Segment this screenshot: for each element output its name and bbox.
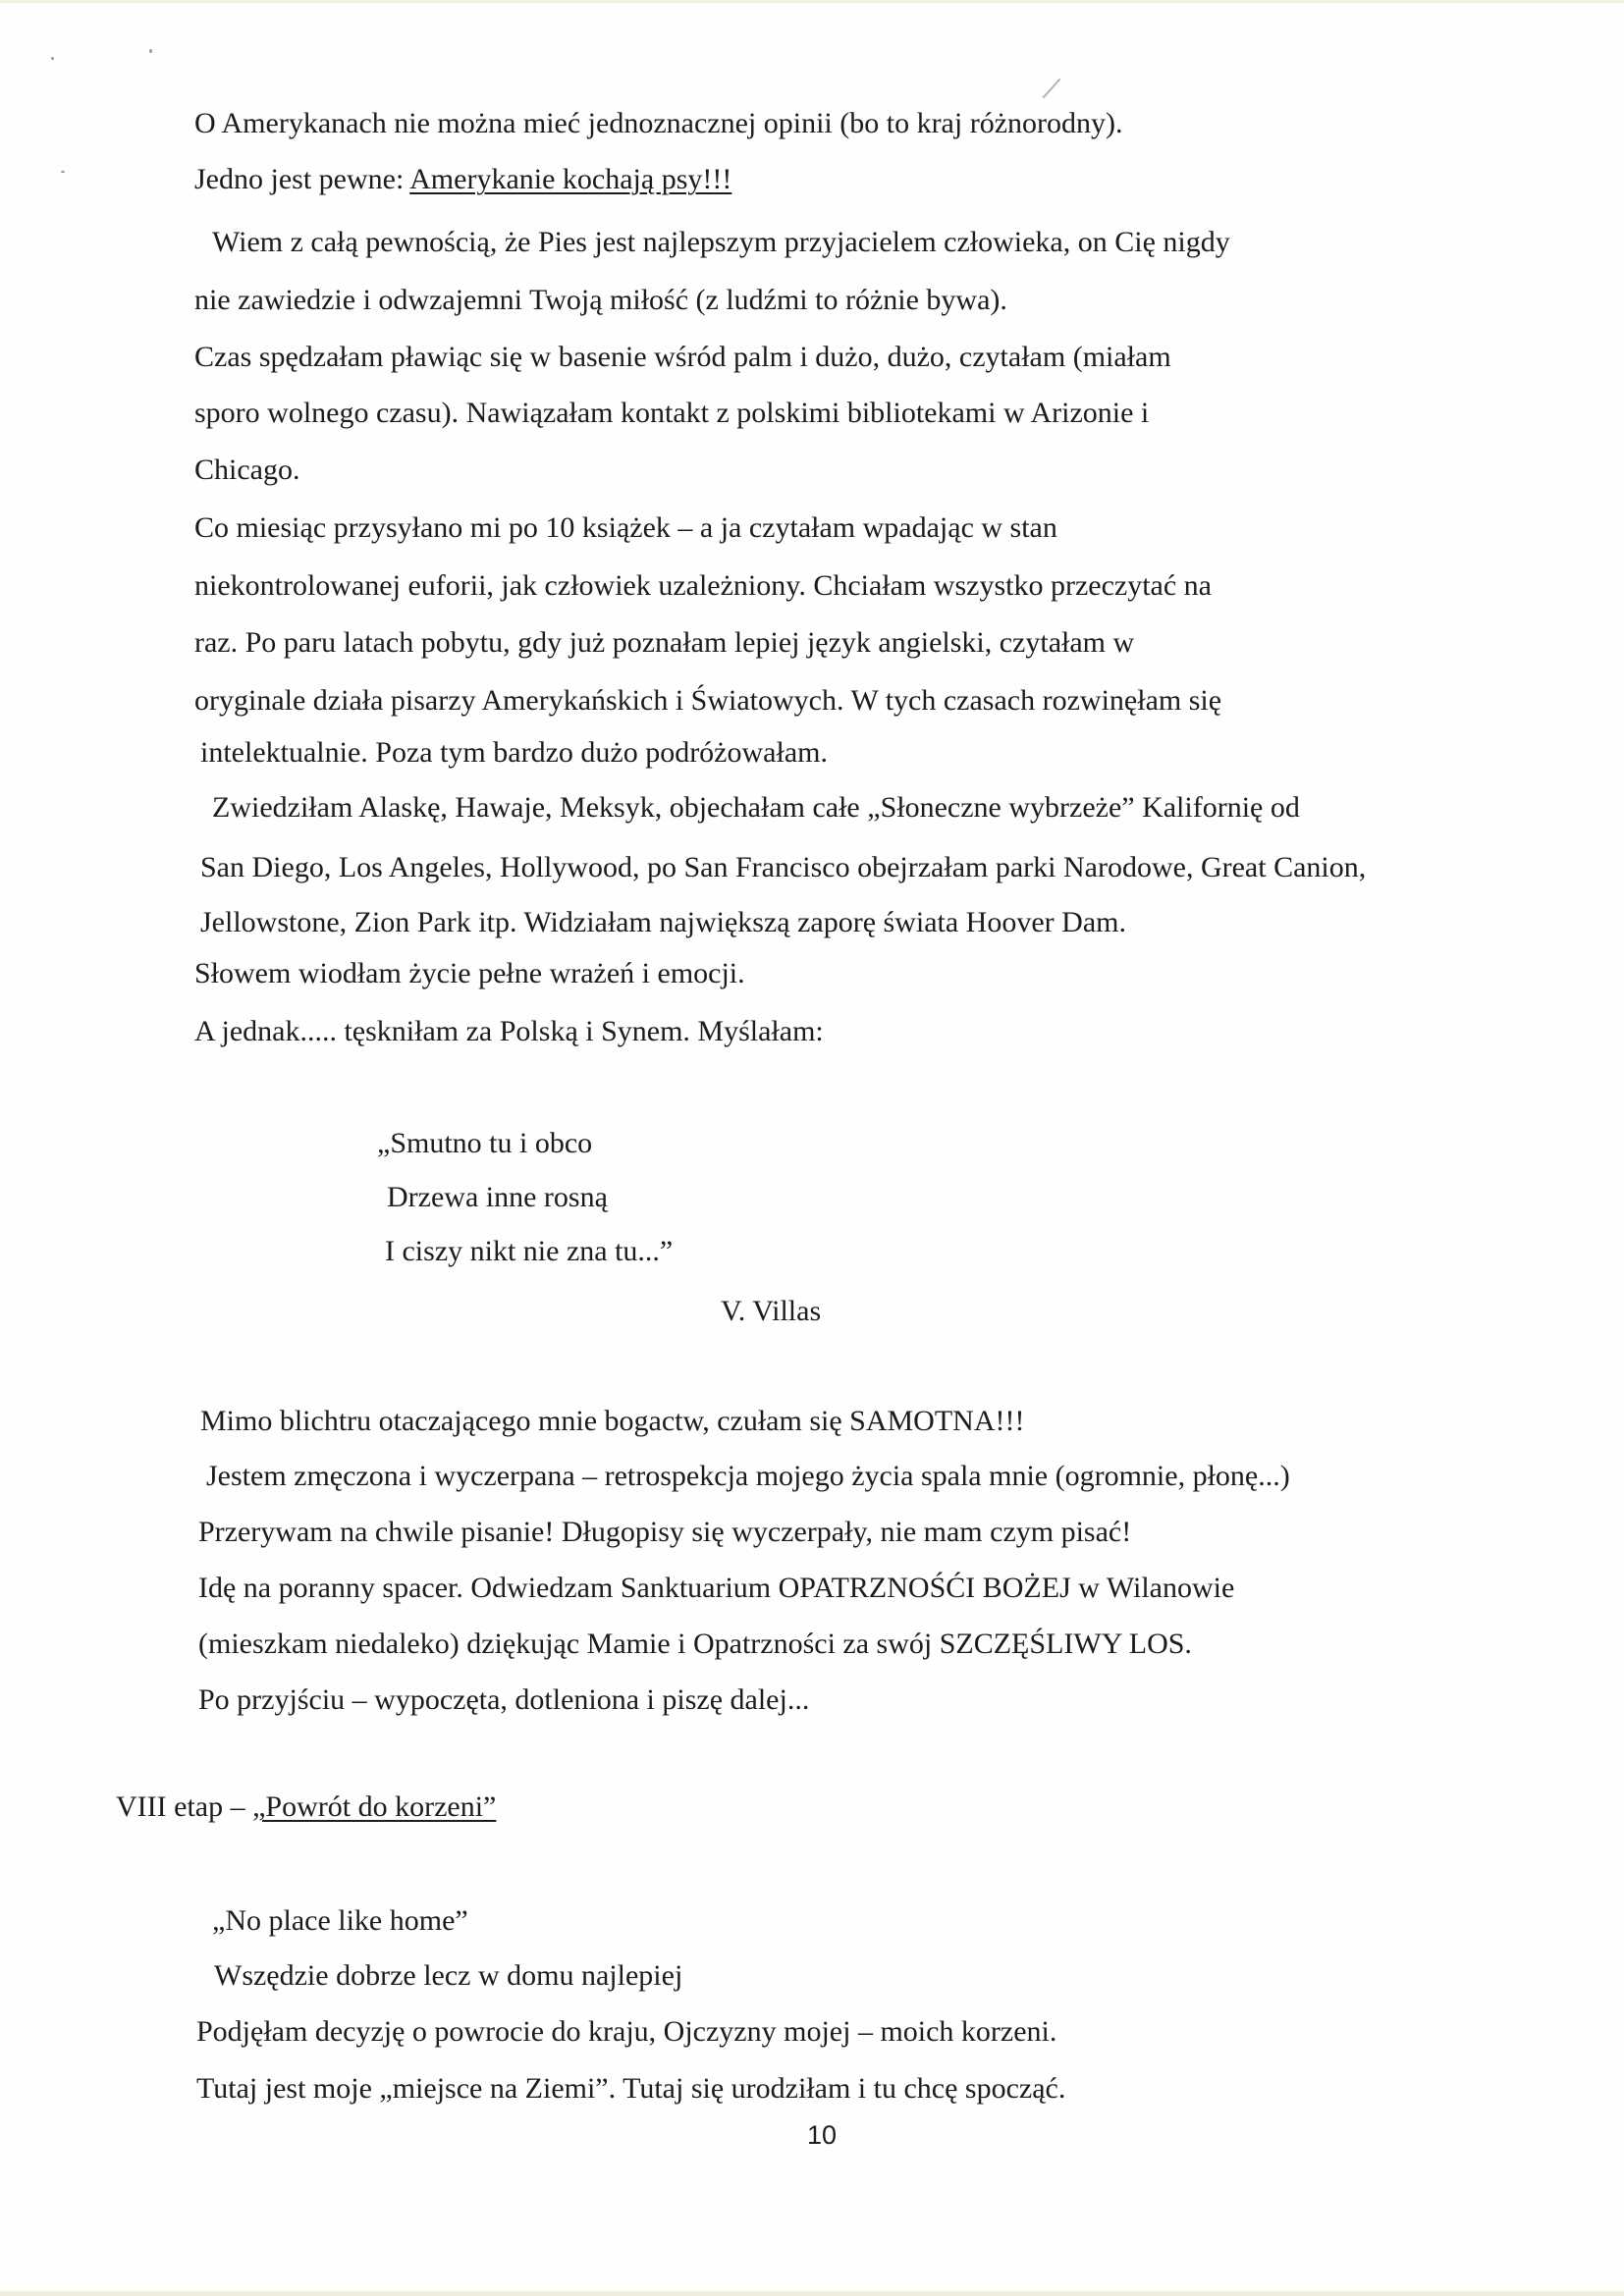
text-line: Podjęłam decyzję o powrocie do kraju, Ojczyzny mojej – moich korzeni. xyxy=(196,2015,1057,2048)
poem-line: I ciszy nikt nie zna tu...” xyxy=(385,1235,674,1267)
text-line: Zwiedziłam Alaskę, Hawaje, Meksyk, objechałam całe „Słoneczne wybrzeże” Kalifornię od xyxy=(212,791,1300,824)
text-line: Jellowstone, Zion Park itp. Widziałam największą zaporę świata Hoover Dam. xyxy=(200,906,1126,938)
text-line: raz. Po paru latach pobytu, gdy już poznałam lepiej język angielski, czytałam w xyxy=(194,626,1135,659)
text-line: San Diego, Los Angeles, Hollywood, po San Francisco obejrzałam parki Narodowe, Great Canion, xyxy=(200,851,1367,883)
text-line: Idę na poranny spacer. Odwiedzam Sanktuarium OPATRZNOŚĆI BOŻEJ w Wilanowie xyxy=(198,1572,1235,1604)
text-line: Wszędzie dobrze lecz w domu najlepiej xyxy=(214,1959,683,1992)
scan-edge-bottom xyxy=(0,2291,1624,2296)
text-line: „No place like home” xyxy=(212,1904,468,1937)
text-line: Tutaj jest moje „miejsce na Ziemi”. Tutaj się urodziłam i tu chcę spocząć. xyxy=(196,2072,1066,2105)
poem-line: „Smutno tu i obco xyxy=(377,1127,593,1159)
section-label: VIII etap – xyxy=(116,1790,253,1823)
text-line: Po przyjściu – wypoczęta, dotleniona i piszę dalej... xyxy=(198,1683,810,1716)
poem-author: V. Villas xyxy=(721,1295,822,1327)
text-line xyxy=(194,162,731,197)
scan-edge-top xyxy=(0,0,1624,3)
text-line: Jestem zmęczona i wyczerpana – retrospekcja mojego życia spala mnie (ogromnie, płonę...) xyxy=(206,1460,1290,1492)
text-line: Chicago. xyxy=(194,454,300,486)
text-line: nie zawiedzie i odwzajemni Twoją miłość (z ludźmi to różnie bywa). xyxy=(194,284,1007,316)
underlined-text: Amerykanie kochają psy!!! xyxy=(409,163,732,195)
scan-speck xyxy=(51,57,54,60)
text-line: Czas spędzałam pławiąc się w basenie wśród palm i dużo, dużo, czytałam (miałam xyxy=(194,341,1171,373)
text-line: oryginale działa pisarzy Amerykańskich i Światowych. W tych czasach rozwinęłam się xyxy=(194,684,1222,717)
poem-line: Drzewa inne rosną xyxy=(387,1181,608,1213)
section-heading xyxy=(116,1789,496,1825)
text-line: sporo wolnego czasu). Nawiązałam kontakt z polskimi bibliotekami w Arizonie i xyxy=(194,397,1150,429)
section-title: „Powrót do korzeni” xyxy=(252,1790,497,1823)
text-segment: Jedno jest pewne: xyxy=(194,163,410,195)
text-line: Co miesiąc przysyłano mi po 10 książek – a ja czytałam wpadając w stan xyxy=(194,511,1057,544)
pencil-mark xyxy=(1043,79,1061,99)
text-line: Słowem wiodłam życie pełne wrażeń i emocji. xyxy=(194,957,745,989)
scan-speck xyxy=(61,171,65,173)
scan-speck xyxy=(149,49,152,53)
text-line: Wiem z całą pewnością, że Pies jest najlepszym przyjacielem człowieka, on Cię nigdy xyxy=(212,226,1230,258)
text-line: A jednak..... tęskniłam za Polską i Synem. Myślałam: xyxy=(194,1015,824,1047)
text-line: Przerywam na chwile pisanie! Długopisy się wyczerpały, nie mam czym pisać! xyxy=(198,1516,1132,1548)
text-line: Mimo blichtru otaczającego mnie bogactw, czułam się SAMOTNA!!! xyxy=(200,1405,1025,1437)
text-line: niekontrolowanej euforii, jak człowiek uzależniony. Chciałam wszystko przeczytać na xyxy=(194,569,1212,602)
page-number: 10 xyxy=(807,2120,838,2150)
text-line: O Amerykanach nie można mieć jednoznacznej opinii (bo to kraj różnorodny). xyxy=(194,107,1123,139)
text-line: (mieszkam niedaleko) dziękując Mamie i Opatrzności za swój SZCZĘŚLIWY LOS. xyxy=(198,1628,1192,1660)
text-line: intelektualnie. Poza tym bardzo dużo podróżowałam. xyxy=(200,736,828,769)
